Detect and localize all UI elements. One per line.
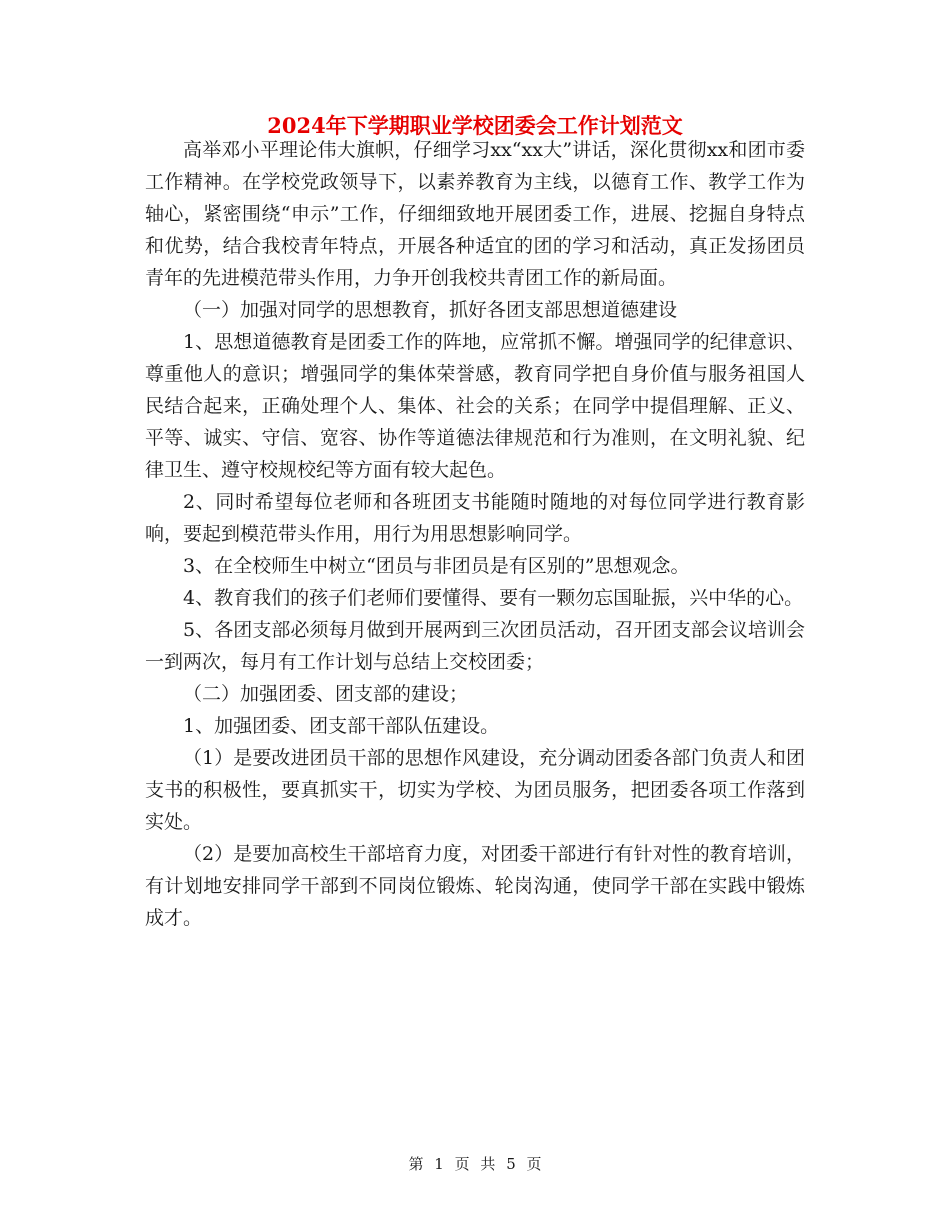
footer-total-pages: 5 — [506, 1155, 516, 1173]
document-title: 2024年下学期职业学校团委会工作计划范文 — [267, 113, 683, 138]
section-heading-2: （二）加强团委、团支部的建设； — [183, 683, 469, 705]
paragraph-item-3: 3、在全校师生中树立“团员与非团员是有区别的”思想观念。 — [183, 555, 690, 577]
footer-page-word: 页 — [454, 1155, 470, 1173]
footer-total-word: 共 — [480, 1155, 496, 1173]
paragraph-subitem-1-1: （1）是要改进团员干部的思想作风建设，充分调动团委各部门负责人和团支书的积极性，要真抓实干，切实为学校、为团员服务，把团委各项工作落到实处。 — [145, 747, 805, 833]
footer-suffix: 页 — [526, 1155, 542, 1173]
paragraph-item-5: 5、各团支部必须每月做到开展两到三次团员活动，召开团支部会议培训会一到两次，每月有工作计划与总结上交校团委； — [145, 619, 805, 673]
paragraph-item-4: 4、教育我们的孩子们老师们要懂得、要有一颗勿忘国耻振，兴中华的心。 — [183, 587, 804, 609]
footer-current-page: 1 — [434, 1155, 444, 1173]
page-footer — [0, 1153, 950, 1175]
footer-prefix: 第 — [408, 1155, 424, 1173]
paragraph-item-2: 2、同时希望每位老师和各班团支书能随时随地的对每位同学进行教育影响，要起到模范带头作用，用行为用思想影响同学。 — [145, 491, 805, 545]
paragraph-subitem-1-2: （2）是要加高校生干部培育力度，对团委干部进行有针对性的教育培训，有计划地安排同学干部到不同岗位锻炼、轮岗沟通，使同学干部在实践中锻炼成才。 — [145, 843, 805, 929]
section-heading-1: （一）加强对同学的思想教育，抓好各团支部思想道德建设 — [183, 299, 678, 321]
paragraph-intro: 高举邓小平理论伟大旗帜，仔细学习xx“xx大”讲话，深化贯彻xx和团市委工作精神。在学校党政领导下，以素养教育为主线，以德育工作、教学工作为轴心，紧密围绕“申示”工作，仔细细致地开展团委工作，进展、挖掘自身特点和优势，结合我校青年特点，开展各种适宜的团的学习和活动，真正发扬团员青年的先进模范带头作用，力争开创我校共青团工作的新局面。 — [145, 139, 805, 289]
paragraph-item-1: 1、思想道德教育是团委工作的阵地，应常抓不懈。增强同学的纪律意识、尊重他人的意识；增强同学的集体荣誉感，教育同学把自身价值与服务祖国人民结合起来，正确处理个人、集体、社会的关系；在同学中提倡理解、正义、平等、诚实、守信、宽容、协作等道德法律规范和行为准则，在文明礼貌、纪律卫生、遵守校规校纪等方面有较大起色。 — [145, 331, 805, 481]
paragraph-subitem-1: 1、加强团委、团支部干部队伍建设。 — [183, 715, 500, 737]
document-body — [145, 134, 805, 934]
